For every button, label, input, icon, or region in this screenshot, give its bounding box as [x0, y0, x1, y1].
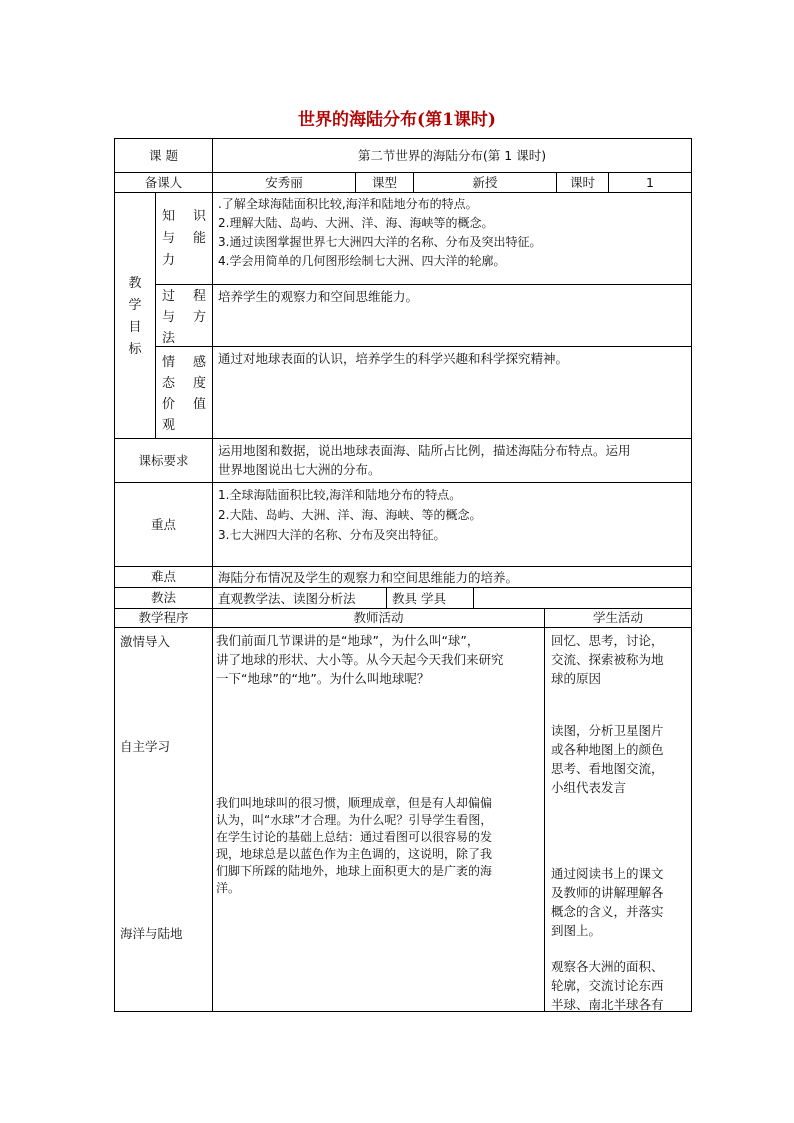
label-char: 观 — [162, 418, 176, 433]
label-char: 与 — [162, 231, 176, 246]
label-char: 感 — [192, 355, 206, 370]
knowledge-ability-content — [213, 193, 691, 284]
step-ocean-land: 海洋与陆地 — [120, 926, 183, 941]
teaching-goals-label — [115, 273, 155, 363]
label-char: 价 — [162, 397, 176, 412]
key-point-line: 1.全球海陆面积比较,海洋和陆地分布的特点。 — [218, 488, 462, 502]
teaching-tools-label: 教具 学具 — [392, 591, 446, 606]
lesson-type-value: 新授 — [472, 174, 498, 190]
teacher-line: 们脚下所踩的陆地外，地球上面积更大的是广袤的海 — [216, 864, 493, 878]
student-line: 球的原因 — [551, 671, 602, 686]
student-line: 及教师的讲解理解各 — [551, 885, 664, 900]
goals-label-char: 学 — [128, 298, 142, 313]
label-char: 过 — [162, 289, 176, 304]
label-char: 方 — [192, 310, 206, 325]
knowledge-ability-label — [162, 206, 206, 272]
goals-label-char: 标 — [128, 342, 142, 357]
goal-line: 2.理解大陆、岛屿、大洲、洋、海、海峡等的概念。 — [218, 216, 494, 230]
student-activity-observe — [551, 957, 689, 1014]
method-content: 直观教学法、读图分析法 — [218, 591, 356, 606]
teacher-line: 我们前面几节课讲的是“地球”，为什么叫“球”， — [216, 633, 480, 648]
label-char: 与 — [162, 310, 176, 325]
label-char: 知 — [162, 209, 176, 224]
student-line: 思考、看地图交流， — [551, 761, 664, 776]
student-line: 回忆、思考，讨论， — [551, 633, 664, 648]
label-char: 识 — [192, 209, 206, 224]
student-line: 概念的含义，并落实 — [551, 904, 664, 919]
teacher-activity-header: 教师活动 — [353, 610, 404, 625]
key-points-content — [213, 483, 691, 566]
key-point-line: 2.大陆、岛屿、大洲、洋、海、海峡、等的概念。 — [218, 508, 482, 522]
difficulty-label: 难点 — [150, 569, 176, 584]
teacher-activity-intro — [216, 631, 542, 688]
teacher-line: 洋。 — [216, 881, 241, 895]
step-intro: 激情导入 — [120, 634, 171, 649]
goal-line: 4.学会用简单的几何图形绘制七大洲、四大洋的轮廓。 — [218, 254, 506, 268]
teacher-activity-discussion — [216, 795, 542, 897]
lesson-hours-label: 课时 — [569, 174, 595, 190]
label-char: 程 — [192, 289, 206, 304]
process-method-label — [162, 286, 206, 349]
standard-line: 运用地图和数据，说出地球表面海、陆所占比例，描述海陆分布特点。运用 — [218, 443, 631, 458]
key-points-label: 重点 — [150, 516, 176, 532]
student-activity-intro — [551, 631, 689, 688]
teacher-line: 在学生讨论的基础上总结：通过看图可以很容易的发 — [216, 830, 493, 844]
preparer-value: 安秀丽 — [265, 174, 303, 190]
teacher-line: 现，地球总是以蓝色作为主色调的，这说明，除了我 — [216, 847, 493, 861]
student-line: 半球、南北半球各有 — [551, 997, 664, 1012]
procedure-header: 教学程序 — [138, 610, 189, 625]
student-line: 观察各大洲的面积、 — [551, 959, 664, 974]
difficulty-content: 海陆分布情况及学生的观察力和空间思维能力的培养。 — [218, 570, 519, 585]
student-activity-header: 学生活动 — [592, 610, 643, 625]
label-char: 度 — [192, 376, 206, 391]
curriculum-standard-label: 课标要求 — [138, 452, 189, 468]
standard-line: 世界地图说出七大洲的分布。 — [218, 462, 381, 477]
lesson-type-label: 课型 — [371, 174, 397, 190]
student-line: 通过阅读书上的课文 — [551, 866, 664, 881]
goals-label-char: 教 — [128, 276, 142, 291]
teacher-line: 一下“地球”的“地”。为什么叫地球呢？ — [216, 671, 430, 686]
label-char: 能 — [192, 231, 206, 246]
method-label: 教法 — [150, 590, 176, 605]
label-char: 法 — [162, 331, 176, 346]
key-point-line: 3.七大洲四大洋的名称、分布及突出特征。 — [218, 528, 446, 542]
goal-line: .了解全球海陆面积比较,海洋和陆地分布的特点。 — [218, 197, 478, 211]
topic-value: 第二节世界的海陆分布(第 1 课时) — [357, 147, 547, 163]
student-line: 或各种地图上的颜色 — [551, 742, 664, 757]
label-char: 态 — [162, 376, 176, 391]
emotion-values-content: 通过对地球表面的认识，培养学生的科学兴趣和科学探究精神。 — [218, 351, 569, 366]
teacher-line: 讲了地球的形状、大小等。从今天起今天我们来研究 — [216, 652, 504, 667]
student-line: 交流、探索被称为地 — [551, 652, 664, 667]
emotion-values-label — [162, 352, 206, 436]
student-line: 读图，分析卫星图片 — [551, 723, 664, 738]
student-line: 轮廓，交流讨论东西 — [551, 978, 664, 993]
preparer-label: 备课人 — [144, 174, 183, 190]
student-line: 到图上。 — [551, 923, 602, 938]
step-self-study: 自主学习 — [120, 739, 171, 754]
label-char: 情 — [162, 355, 176, 370]
student-line: 小组代表发言 — [551, 780, 627, 795]
process-method-content: 培养学生的观察力和空间思维能力。 — [218, 289, 419, 304]
curriculum-standard-content — [213, 439, 691, 482]
lesson-hours-value: 1 — [646, 174, 654, 190]
teacher-line: 我们叫地球叫的很习惯，顺理成章，但是有人却偏偏 — [216, 796, 493, 810]
label-char: 值 — [192, 397, 206, 412]
teacher-line: 认为，叫“水球”才合理。为什么呢？引导学生看图， — [216, 813, 493, 827]
topic-label: 课 题 — [149, 147, 178, 163]
label-char: 力 — [162, 253, 176, 268]
goals-label-char: 目 — [128, 320, 142, 335]
document-title: 世界的海陆分布(第1课时) — [298, 110, 496, 130]
student-activity-concepts — [551, 864, 689, 940]
student-activity-map-reading — [551, 721, 689, 797]
goal-line: 3.通过读图掌握世界七大洲四大洋的名称、分布及突出特征。 — [218, 235, 542, 249]
